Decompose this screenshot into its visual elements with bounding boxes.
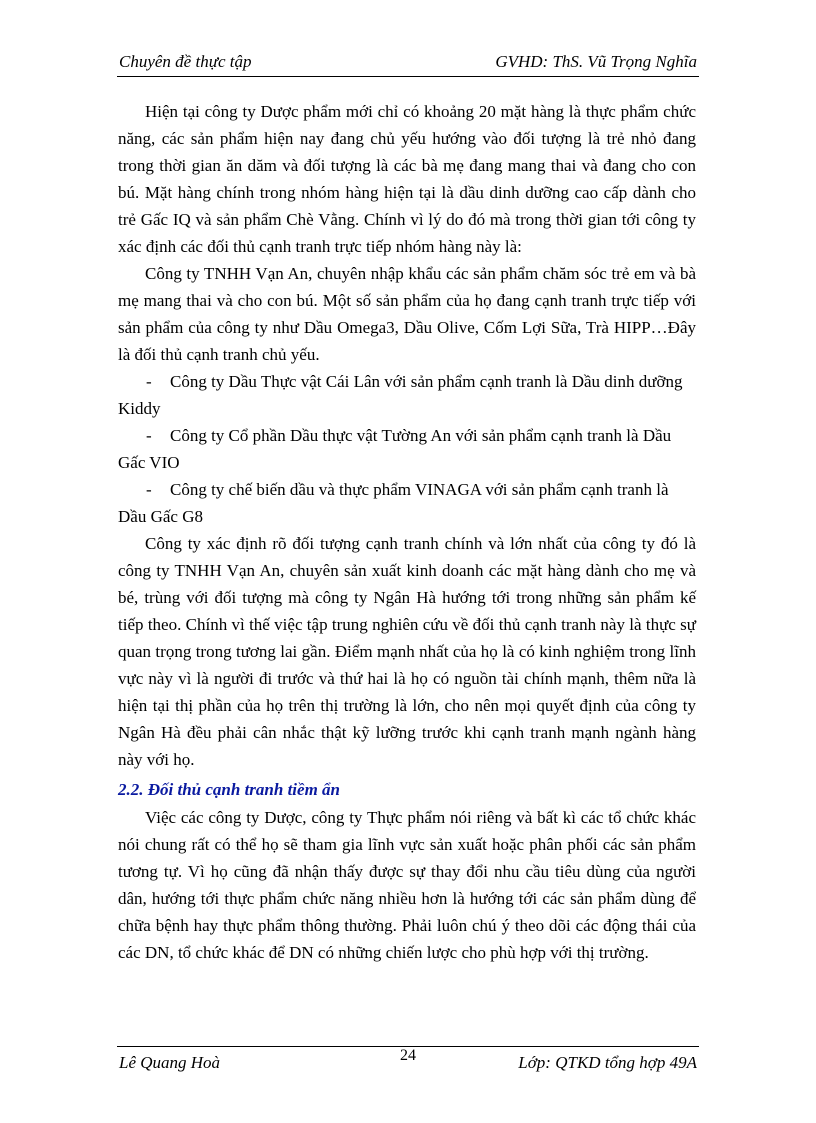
page-footer — [117, 1046, 699, 1075]
list-item-continuation: Gấc VIO — [118, 453, 180, 472]
paragraph-van-an: Công ty TNHH Vạn An, chuyên nhập khẩu các sản phẩm chăm sóc trẻ em và bà mẹ mang thai và cho con bú. Một số sản phẩm của họ đang cạnh tranh trực tiếp với sản phẩm của công ty như Dầu Omega3, Dầu Olive, Cốm Lợi Sữa, Trà HIPP…Đây là đối thủ cạnh tranh chủ yếu. — [118, 264, 696, 364]
list-item — [118, 476, 696, 503]
section-heading: 2.2. Đối thủ cạnh tranh tiềm ẩn — [118, 780, 341, 799]
list-item-text: Công ty Cổ phần Dầu thực vật Tường An với sản phẩm cạnh tranh là Dầu — [170, 426, 672, 445]
footer-author: Lê Quang Hoà — [119, 1053, 221, 1072]
list-item-continuation: Dầu Gấc G8 — [118, 507, 203, 526]
competitor-list — [118, 368, 696, 530]
footer-class: Lớp: QTKD tổng hợp 49A — [518, 1053, 697, 1072]
list-item — [118, 422, 696, 449]
header-supervisor: GVHD: ThS. Vũ Trọng Nghĩa — [495, 52, 697, 71]
list-item-continuation: Kiddy — [118, 399, 161, 418]
page-number: 24 — [400, 1047, 416, 1064]
paragraph-potential-competitors: Việc các công ty Dược, công ty Thực phẩm nói riêng và bất kì các tổ chức khác nói chung rất có thể họ sẽ tham gia lĩnh vực sản xuất hoặc phân phối các sản phẩm tương tự. Vì họ cũng đã nhận thấy được sự thay đổi nhu cầu tiêu dùng của người dân, hướng tới thực phẩm chức năng nhiều hơn là hướng tới các sản phẩm dùng để chữa bệnh hay thực phẩm thông thường. Phải luôn chú ý theo dõi các động thái của các DN, tổ chức khác để DN có những chiến lược cho phù hợp với thị trường. — [118, 808, 696, 962]
list-item-text: Công ty chế biến dầu và thực phẩm VINAGA với sản phẩm cạnh tranh là — [170, 480, 669, 499]
header-document-title: Chuyên đề thực tập — [119, 52, 252, 71]
bullet-marker: - — [146, 372, 152, 391]
bullet-marker: - — [146, 426, 152, 445]
bullet-marker: - — [146, 480, 152, 499]
paragraph-main-competitor: Công ty xác định rõ đối tượng cạnh tranh chính và lớn nhất của công ty đó là công ty TNHH Vạn An, chuyên sản xuất kinh doanh các mặt hàng dành cho mẹ và bé, trùng với đối tượng mà công ty Ngân Hà hướng tới trong những sản phẩm kế tiếp theo. Chính vì thế việc tập trung nghiên cứu về đối thủ cạnh tranh này là thực sự quan trọng trong tương lai gần. Điểm mạnh nhất của họ là có kinh nghiệm trong lĩnh vực này vì là người đi trước và thứ hai là họ có nguồn tài chính mạnh, thêm nữa là hiện tại thị phần của họ trên thị trường là lớn, cho nên mọi quyết định của công ty Ngân Hà đều phải cân nhắc thật kỹ lưỡng trước khi cạnh tranh mạnh ngành hàng này với họ. — [118, 534, 696, 769]
document-body — [118, 98, 696, 966]
paragraph-intro: Hiện tại công ty Dược phẩm mới chỉ có khoảng 20 mặt hàng là thực phẩm chức năng, các sản phẩm hiện nay đang chủ yếu hướng vào đối tượng là trẻ nhỏ đang trong thời gian ăn dăm và đối tượng là các bà mẹ đang mang thai và đang cho con bú. Mặt hàng chính trong nhóm hàng hiện tại là dầu dinh dưỡng cao cấp dành cho trẻ Gấc IQ và sản phẩm Chè Vằng. Chính vì lý do đó mà trong thời gian tới công ty xác định các đối thủ cạnh tranh trực tiếp nhóm hàng này là: — [118, 102, 696, 256]
list-item — [118, 368, 696, 395]
page-header — [117, 50, 699, 77]
list-item-text: Công ty Dầu Thực vật Cái Lân với sản phẩm cạnh tranh là Dầu dinh dưỡng — [170, 372, 683, 391]
